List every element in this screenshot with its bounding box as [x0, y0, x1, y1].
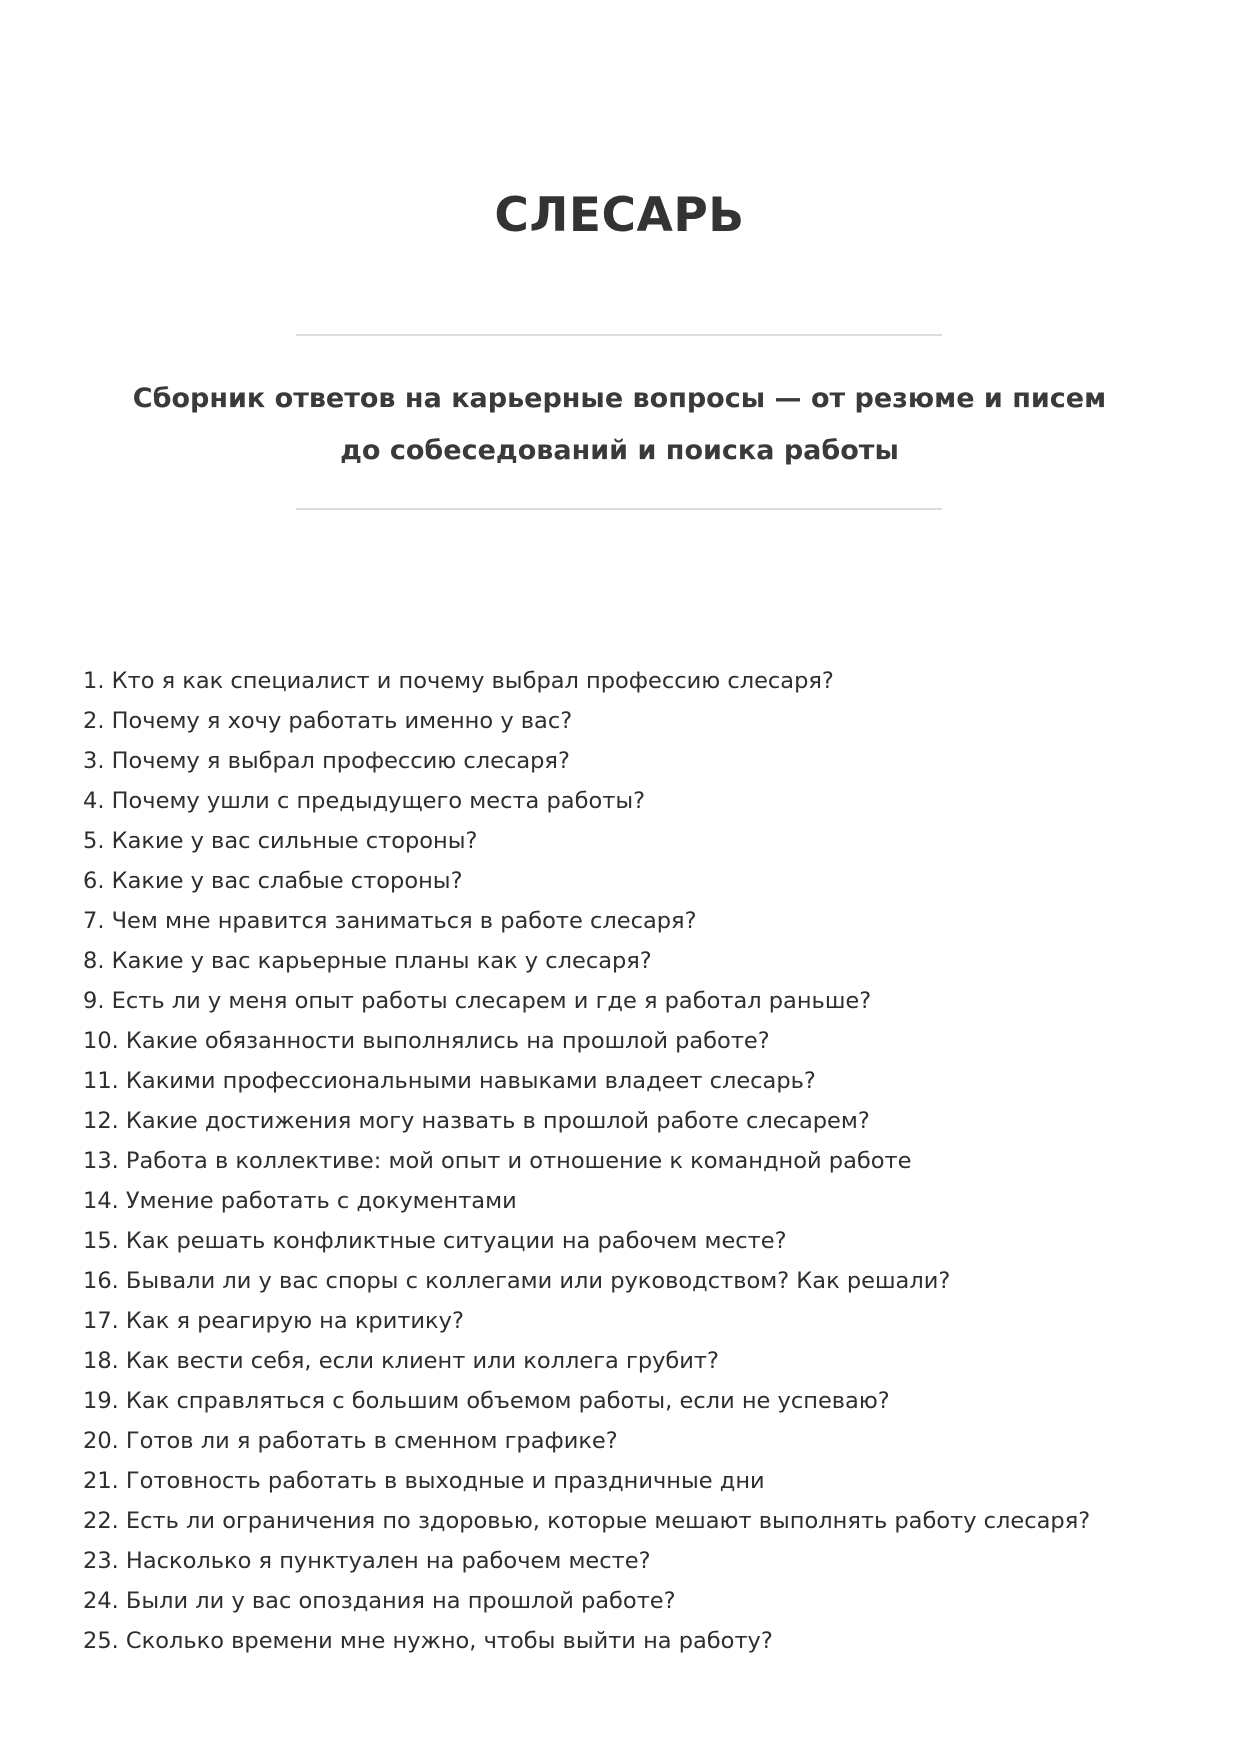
question-item: 23. Насколько я пунктуален на рабочем месте? [83, 1548, 651, 1574]
question-item: 6. Какие у вас слабые стороны? [83, 868, 463, 894]
question-item: 13. Работа в коллективе: мой опыт и отношение к командной работе [83, 1148, 912, 1174]
question-item: 11. Какими профессиональными навыками владеет слесарь? [83, 1068, 816, 1094]
question-item: 16. Бывали ли у вас споры с коллегами или руководством? Как решали? [83, 1268, 951, 1294]
question-item: 8. Какие у вас карьерные планы как у слесаря? [83, 948, 652, 974]
question-item: 2. Почему я хочу работать именно у вас? [83, 708, 573, 734]
document-title: СЛЕСАРЬ [494, 188, 745, 243]
question-item: 3. Почему я выбрал профессию слесаря? [83, 748, 570, 774]
question-item: 25. Сколько времени мне нужно, чтобы выйти на работу? [83, 1628, 773, 1654]
question-item: 19. Как справляться с большим объемом работы, если не успеваю? [83, 1388, 890, 1414]
question-item: 17. Как я реагирую на критику? [83, 1308, 464, 1334]
question-item: 24. Были ли у вас опоздания на прошлой работе? [83, 1588, 676, 1614]
question-item: 20. Готов ли я работать в сменном графике? [83, 1428, 618, 1454]
document-subtitle: Сборник ответов на карьерные вопросы — от резюме и писем до собеседований и поиска работы [132, 383, 1107, 466]
question-item: 12. Какие достижения могу назвать в прошлой работе слесарем? [83, 1108, 870, 1134]
question-item: 1. Кто я как специалист и почему выбрал профессию слесаря? [83, 668, 834, 694]
question-item: 7. Чем мне нравится заниматься в работе слесаря? [83, 908, 697, 934]
question-list [83, 661, 1163, 1661]
question-item: 9. Есть ли у меня опыт работы слесарем и где я работал раньше? [83, 988, 872, 1014]
question-item: 5. Какие у вас сильные стороны? [83, 828, 478, 854]
question-item: 4. Почему ушли с предыдущего места работы? [83, 788, 646, 814]
question-item: 15. Как решать конфликтные ситуации на рабочем месте? [83, 1228, 787, 1254]
top-divider [296, 334, 942, 336]
question-item: 10. Какие обязанности выполнялись на прошлой работе? [83, 1028, 770, 1054]
question-item: 14. Умение работать с документами [83, 1188, 517, 1214]
bottom-divider [296, 508, 942, 510]
question-item: 21. Готовность работать в выходные и праздничные дни [83, 1468, 765, 1494]
question-item: 22. Есть ли ограничения по здоровью, которые мешают выполнять работу слесаря? [83, 1508, 1091, 1534]
question-item: 18. Как вести себя, если клиент или коллега грубит? [83, 1348, 719, 1374]
